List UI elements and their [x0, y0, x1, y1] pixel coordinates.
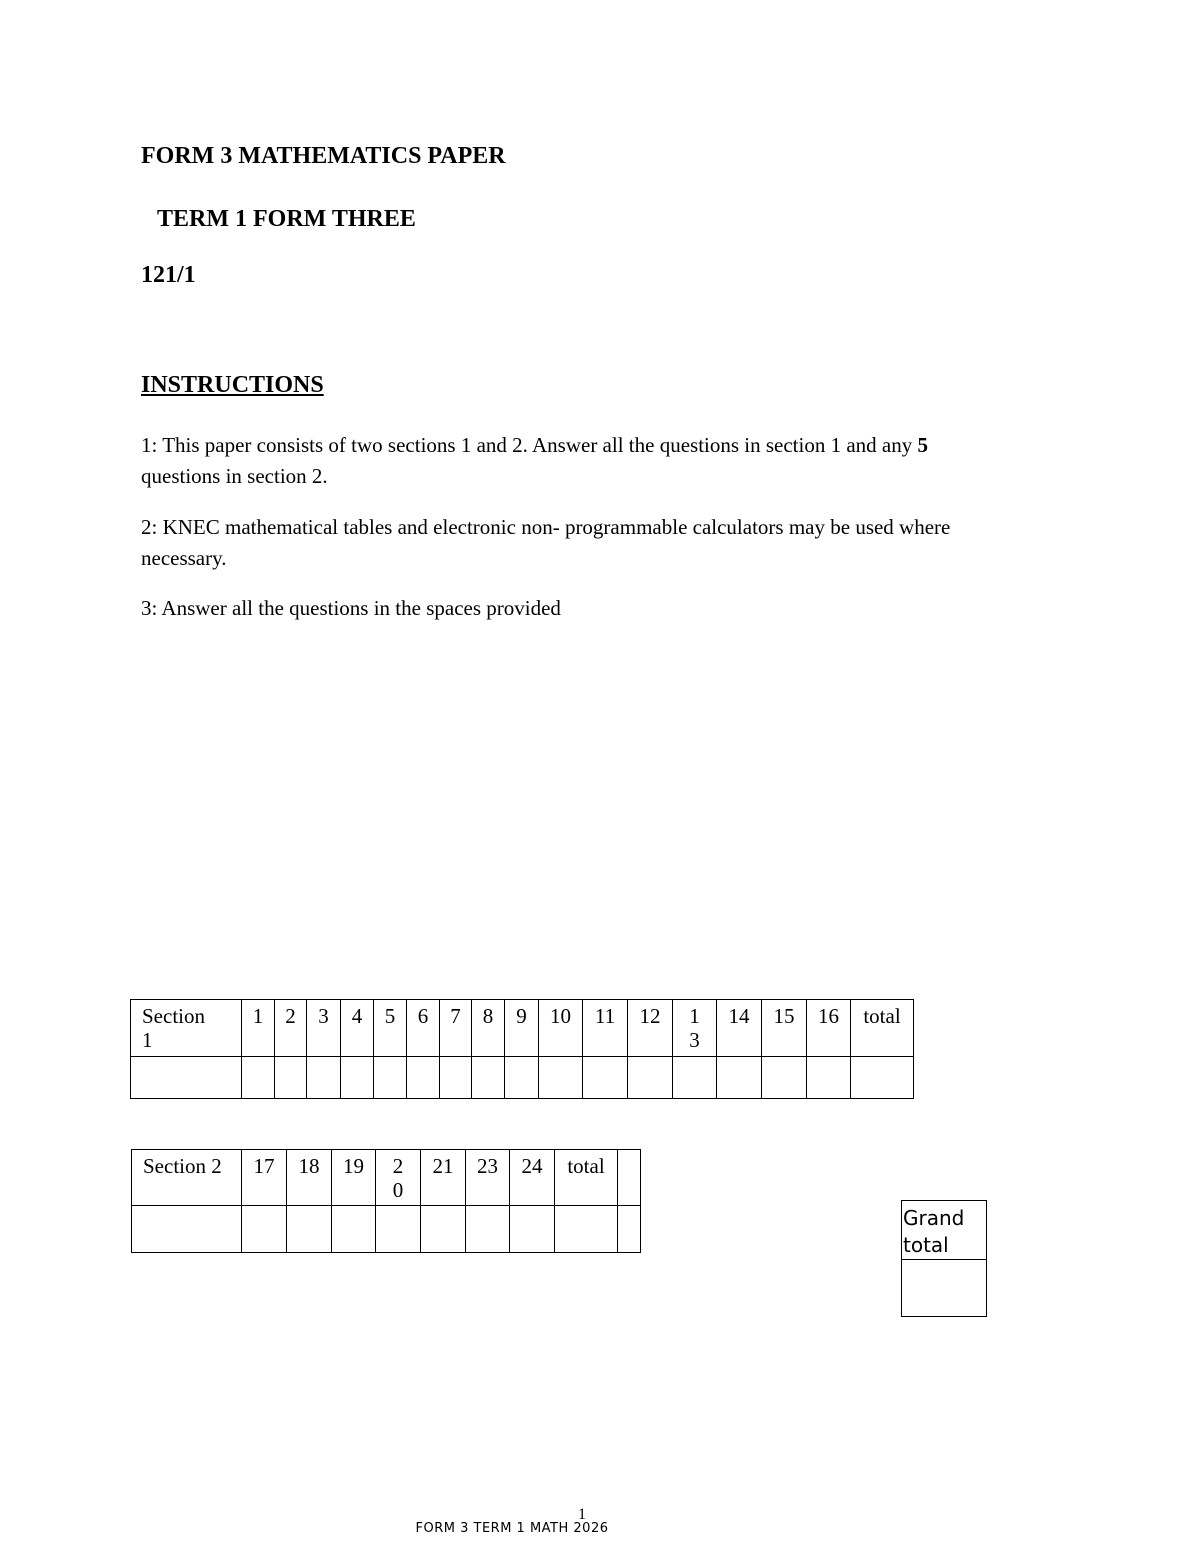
section2-question-score-cell[interactable]	[555, 1206, 618, 1253]
section1-question-score-cell[interactable]	[583, 1057, 628, 1099]
section1-question-score-cell[interactable]	[440, 1057, 472, 1099]
section1-question-header: 12	[628, 1000, 673, 1057]
section1-question-header: 14	[717, 1000, 762, 1057]
section1-question-header: total	[851, 1000, 914, 1057]
section2-question-score-cell[interactable]	[510, 1206, 555, 1253]
section2-question-score-cell[interactable]	[376, 1206, 421, 1253]
section1-question-score-cell[interactable]	[374, 1057, 407, 1099]
section1-question-header: 6	[407, 1000, 440, 1057]
section1-label-line1: Section	[142, 1004, 205, 1028]
grand-total-score-cell[interactable]	[902, 1260, 987, 1317]
grand-total-label-line2: total	[903, 1233, 949, 1257]
section1-question-score-cell[interactable]	[717, 1057, 762, 1099]
section1-question-score-cell[interactable]	[628, 1057, 673, 1099]
instruction-2: 2: KNEC mathematical tables and electronic non- programmable calculators may be used where necessary.	[141, 515, 951, 570]
section2-question-score-cell[interactable]	[332, 1206, 376, 1253]
section1-question-score-cell[interactable]	[807, 1057, 851, 1099]
section1-question-score-cell[interactable]	[275, 1057, 307, 1099]
instruction-1-text: 1: This paper consists of two sections 1 and 2. Answer all the questions in section 1 and any	[141, 433, 918, 457]
section1-question-score-cell[interactable]	[505, 1057, 539, 1099]
section1-question-score-cell[interactable]	[341, 1057, 374, 1099]
section2-question-header: 21	[421, 1150, 466, 1206]
section1-question-header: 8	[472, 1000, 505, 1057]
section1-question-score-cell[interactable]	[673, 1057, 717, 1099]
section1-question-score-cell[interactable]	[472, 1057, 505, 1099]
section1-question-header: 15	[762, 1000, 807, 1057]
section1-question-score-cell[interactable]	[407, 1057, 440, 1099]
section2-question-header: 19	[332, 1150, 376, 1206]
section1-question-header: 10	[539, 1000, 583, 1057]
section2-question-header: total	[555, 1150, 618, 1206]
section1-question-header: 4	[341, 1000, 374, 1057]
grand-total-label-line1: Grand	[903, 1206, 965, 1230]
section2-question-score-cell[interactable]	[287, 1206, 332, 1253]
instruction-1-tail: questions in section 2.	[141, 464, 328, 488]
term-label: TERM 1 FORM THREE	[157, 206, 416, 232]
grand-total-label	[902, 1201, 987, 1260]
section2-question-header: 23	[466, 1150, 510, 1206]
section2-question-header: 17	[242, 1150, 287, 1206]
section1-question-score-cell[interactable]	[762, 1057, 807, 1099]
section1-question-header: 9	[505, 1000, 539, 1057]
instructions-heading: INSTRUCTIONS	[141, 372, 324, 398]
section2-score-cell[interactable]	[132, 1206, 242, 1253]
section2-marks-table	[131, 1149, 641, 1253]
section1-question-header: 1 3	[673, 1000, 717, 1057]
section2-question-score-cell[interactable]	[618, 1206, 641, 1253]
section1-question-header: 2	[275, 1000, 307, 1057]
section2-question-header: 18	[287, 1150, 332, 1206]
section1-question-score-cell[interactable]	[307, 1057, 341, 1099]
section2-label: Section 2	[132, 1150, 242, 1206]
section1-question-header: 11	[583, 1000, 628, 1057]
paper-code: 121/1	[141, 262, 196, 288]
grand-total-table	[901, 1200, 987, 1317]
section1-label-line2: 1	[142, 1028, 153, 1052]
paper-title: FORM 3 MATHEMATICS PAPER	[141, 143, 506, 169]
section1-question-score-cell[interactable]	[242, 1057, 275, 1099]
instruction-1-bold: 5	[917, 433, 928, 457]
section1-question-header: 5	[374, 1000, 407, 1057]
section2-question-header: 24	[510, 1150, 555, 1206]
section1-question-score-cell[interactable]	[851, 1057, 914, 1099]
instruction-1	[141, 430, 1061, 492]
section2-question-score-cell[interactable]	[466, 1206, 510, 1253]
page-footer: FORM 3 TERM 1 MATH 2026	[415, 1521, 609, 1536]
section1-score-cell[interactable]	[131, 1057, 242, 1099]
section1-question-header: 1	[242, 1000, 275, 1057]
section2-question-header: 2 0	[376, 1150, 421, 1206]
section1-label	[131, 1000, 242, 1057]
section1-marks-table	[130, 999, 914, 1099]
section1-question-header: 3	[307, 1000, 341, 1057]
section2-question-score-cell[interactable]	[421, 1206, 466, 1253]
section2-question-header	[618, 1150, 641, 1206]
section1-question-header: 7	[440, 1000, 472, 1057]
page-number: 1	[578, 1506, 586, 1523]
section1-question-score-cell[interactable]	[539, 1057, 583, 1099]
instruction-3: 3: Answer all the questions in the spaces provided	[141, 596, 561, 620]
section1-question-header: 16	[807, 1000, 851, 1057]
section2-question-score-cell[interactable]	[242, 1206, 287, 1253]
